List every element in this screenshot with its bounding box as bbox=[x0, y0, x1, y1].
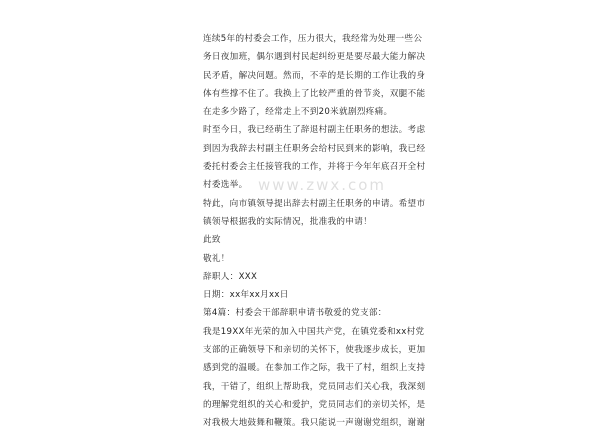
text-line: 连续5年的村委会工作，压力很大，我经常为处理一些公 bbox=[203, 34, 423, 44]
closing-regards: 敬礼！ bbox=[203, 253, 230, 264]
text-line: 委托村委会主任接管我的工作，并将于今年年底召开全村 bbox=[203, 162, 426, 173]
text-line: 民矛盾，解决问题。然而，不幸的是长期的工作让我的身 bbox=[203, 70, 426, 81]
date-line: 日期：xx年xx月xx日 bbox=[203, 290, 289, 301]
text-line: 我是19XX年光荣的加入中国共产党，在镇党委和xx村党 bbox=[203, 326, 425, 337]
text-line: 镇领导根据我的实际情况，批准我的申请！ bbox=[203, 216, 372, 227]
watermark: www.zwx.com bbox=[258, 176, 387, 194]
text-line: 村委选举。 bbox=[203, 180, 248, 191]
text-line: 支部的正确领导下和亲切的关怀下，使我逐步成长，更加 bbox=[203, 345, 426, 356]
text-line: 我，干错了，组织上帮助我，党员同志们关心我，我深刻 bbox=[203, 381, 426, 392]
signatory: 辞职人：XXX bbox=[203, 271, 258, 282]
text-line: 务日夜加班，偶尔遇到村民起纠纷更是要尽最大能力解决 bbox=[203, 52, 426, 63]
text-line: 在走多少路了，经常走上不到20米就剧烈疼痛。 bbox=[203, 107, 393, 118]
section-heading: 第4篇：村委会干部辞职申请书敬爱的党支部： bbox=[203, 308, 387, 319]
text-line: 时至今日，我已经萌生了辞退村副主任职务的想法。考虑 bbox=[203, 125, 426, 136]
text-line: 到因为我辞去村副主任职务会给村民到来的影响，我已经 bbox=[203, 143, 426, 154]
text-line: 对我极大地鼓舞和鞭策。我只能说一声谢谢党组织，谢谢 bbox=[203, 418, 426, 429]
text-line: 的理解党组织的关心和爱护，党员同志们的亲切关怀，是 bbox=[203, 399, 426, 410]
closing-salutation: 此致 bbox=[203, 235, 221, 246]
text-line: 体有些撑不住了。我换上了比较严重的骨节炎，双腿不能 bbox=[203, 88, 426, 99]
text-line: 感到党的温暖。在参加工作之际，我干了村，组织上支持 bbox=[203, 363, 426, 374]
document-body bbox=[203, 30, 426, 433]
text-line: 特此，向市镇领导提出辞去村副主任职务的申请。希望市 bbox=[203, 198, 426, 209]
